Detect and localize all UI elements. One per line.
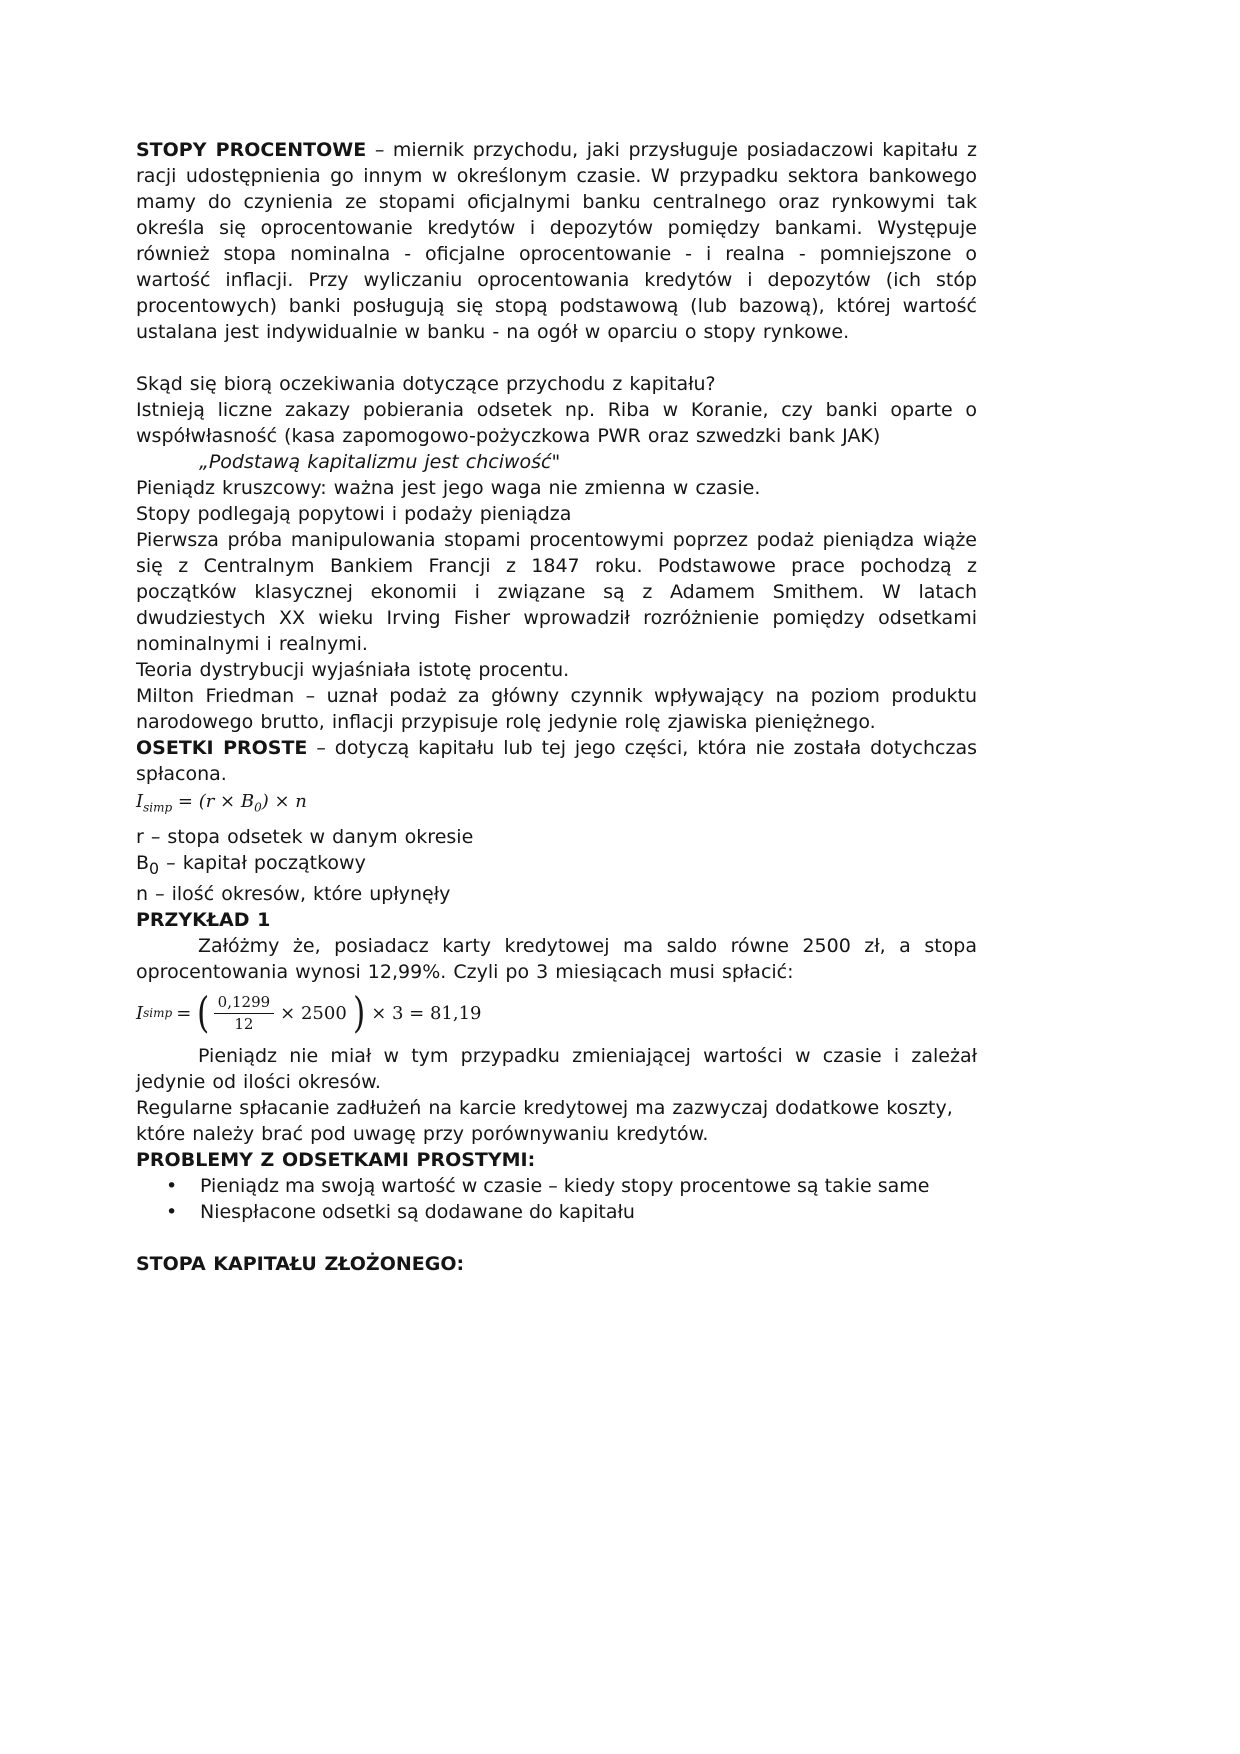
close-paren: ) — [352, 988, 366, 1038]
formula-example-calculation — [136, 985, 977, 1041]
paragraph-przyklad-wniosek: Pieniądz nie miał w tym przypadku zmieniającej wartości w czasie i zależał jedynie od ilości okresów. — [136, 1045, 977, 1094]
paragraph-historia: Pierwsza próba manipulowania stopami procentowymi poprzez podaż pieniądza wiąże się z Centralnym Bankiem Francji z 1847 roku. Podstawowe prace pochodzą z początków klasycznej ekonomii i związane są z Adamem Smithem. W latach dwudziestych XX wieku Irving Fisher wprowadził rozróżnienie pomiędzy odsetkami nominalnymi i realnymi. — [136, 529, 977, 655]
paragraph-teoria: Teoria dystrybucji wyjaśniała istotę procentu. — [136, 659, 570, 681]
definition-b0 — [136, 850, 977, 882]
paragraph-odsetki-proste — [136, 735, 977, 787]
formula-b-subscript: 0 — [254, 800, 262, 815]
formula-simple-interest — [136, 788, 977, 822]
blank-line — [136, 1225, 977, 1251]
paragraph-intro — [136, 137, 977, 345]
document-page — [136, 137, 977, 1277]
definition-b0-symbol: B — [136, 851, 150, 874]
bullet-text: Pieniądz ma swoją wartość w czasie – kiedy stopy procentowe są takie same — [200, 1175, 930, 1198]
quote-kapitalizm: „Podstawą kapitalizmu jest chciwość" — [199, 451, 561, 473]
bullet-text: Niespłacone odsetki są dodawane do kapitału — [200, 1201, 635, 1224]
formula-variable-subscript: simp — [143, 800, 173, 815]
paragraph-intro-text: – miernik przychodu, jaki przysługuje posiadaczowi kapitału z racji udostępnienia go innym w określonym czasie. W przypadku sektora bankowego mamy do czynienia ze stopami oficjalnymi banku centralnego oraz rynkowymi tak określa się oprocentowanie kredytów i depozytów pomiędzy bankami. Występuje również stopa nominalna - oficjalne oprocentowanie - i realna - pomniejszone o wartość inflacji. Przy wyliczaniu oprocentowania kredytów i depozytów (ich stóp procentowych) banki posługują się stopą podstawową (lub bazową), której wartość ustalana jest indywidualnie w banku - na ogół w oparciu o stopy rynkowe. — [136, 139, 977, 343]
formula-inner: × 2500 — [280, 1002, 347, 1024]
fraction-denominator: 12 — [234, 1014, 254, 1033]
paragraph-zakazy: Istnieją liczne zakazy pobierania odsetek np. Riba w Koranie, czy banki oparte o współwłasność (kasa zapomogowo-pożyczkowa PWR oraz szwedzki bank JAK) — [136, 399, 977, 447]
formula-variable: I — [136, 1002, 144, 1024]
paragraph-przyklad-intro: Załóżmy że, posiadacz karty kredytowej ma saldo równe 2500 zł, a stopa oprocentowania wynosi 12,99%. Czyli po 3 miesiącach musi spłacić: — [136, 935, 977, 984]
formula-tail: ) × n — [261, 791, 307, 812]
formula-variable: I — [136, 791, 144, 812]
paragraph-question: Skąd się biorą oczekiwania dotyczące przychodu z kapitału? — [136, 373, 716, 395]
heading-problemy: PROBLEMY Z ODSETKAMI PROSTYMI: — [136, 1149, 536, 1172]
heading-stopa-kapitalu-zlozonego: STOPA KAPITAŁU ZŁOŻONEGO: — [136, 1253, 465, 1276]
paragraph-kruszcowy: Pieniądz kruszcowy: ważna jest jego waga nie zmienna w czasie. — [136, 477, 761, 499]
formula-result: × 3 = 81,19 — [371, 1002, 482, 1024]
equals-sign: = — [176, 1002, 192, 1024]
term-stopy-procentowe: STOPY PROCENTOWE — [136, 139, 367, 161]
definition-n: n – ilość okresów, które upłynęły — [136, 883, 451, 906]
paragraph-odsetki-proste-text: – dotyczą kapitału lub tej jego części, która nie została dotychczas spłacona. — [136, 737, 977, 785]
list-item-niesplacone-odsetki — [136, 1199, 977, 1225]
term-osetki-proste: OSETKI PROSTE — [136, 737, 308, 759]
fraction — [214, 993, 275, 1034]
fraction-numerator: 0,1299 — [214, 993, 275, 1014]
list-item-wartosc-w-czasie — [136, 1173, 977, 1199]
formula-body: = (r × B — [172, 791, 255, 812]
paragraph-friedman: Milton Friedman – uznał podaż za główny czynnik wpływający na poziom produktu narodowego brutto, inflacji przypisuje rolę jedynie rolę zjawiska pieniężnego. — [136, 685, 977, 733]
bullet-icon: • — [166, 1201, 178, 1224]
blank-line — [136, 345, 977, 371]
bullet-icon: • — [166, 1175, 178, 1198]
definition-b0-text: – kapitał początkowy — [159, 851, 366, 874]
formula-variable-subscript: simp — [143, 1006, 173, 1021]
definition-r: r – stopa odsetek w danym okresie — [136, 825, 474, 848]
heading-przyklad-1: PRZYKŁAD 1 — [136, 909, 271, 932]
paragraph-popyt: Stopy podlegają popytowi i podaży pieniądza — [136, 503, 572, 525]
paragraph-regularne: Regularne spłacanie zadłużeń na karcie kredytowej ma zazwyczaj dodatkowe koszty, które należy brać pod uwagę przy porównywaniu kredytów. — [136, 1097, 953, 1146]
definition-b0-subscript: 0 — [149, 858, 160, 878]
open-paren: ( — [197, 988, 210, 1038]
